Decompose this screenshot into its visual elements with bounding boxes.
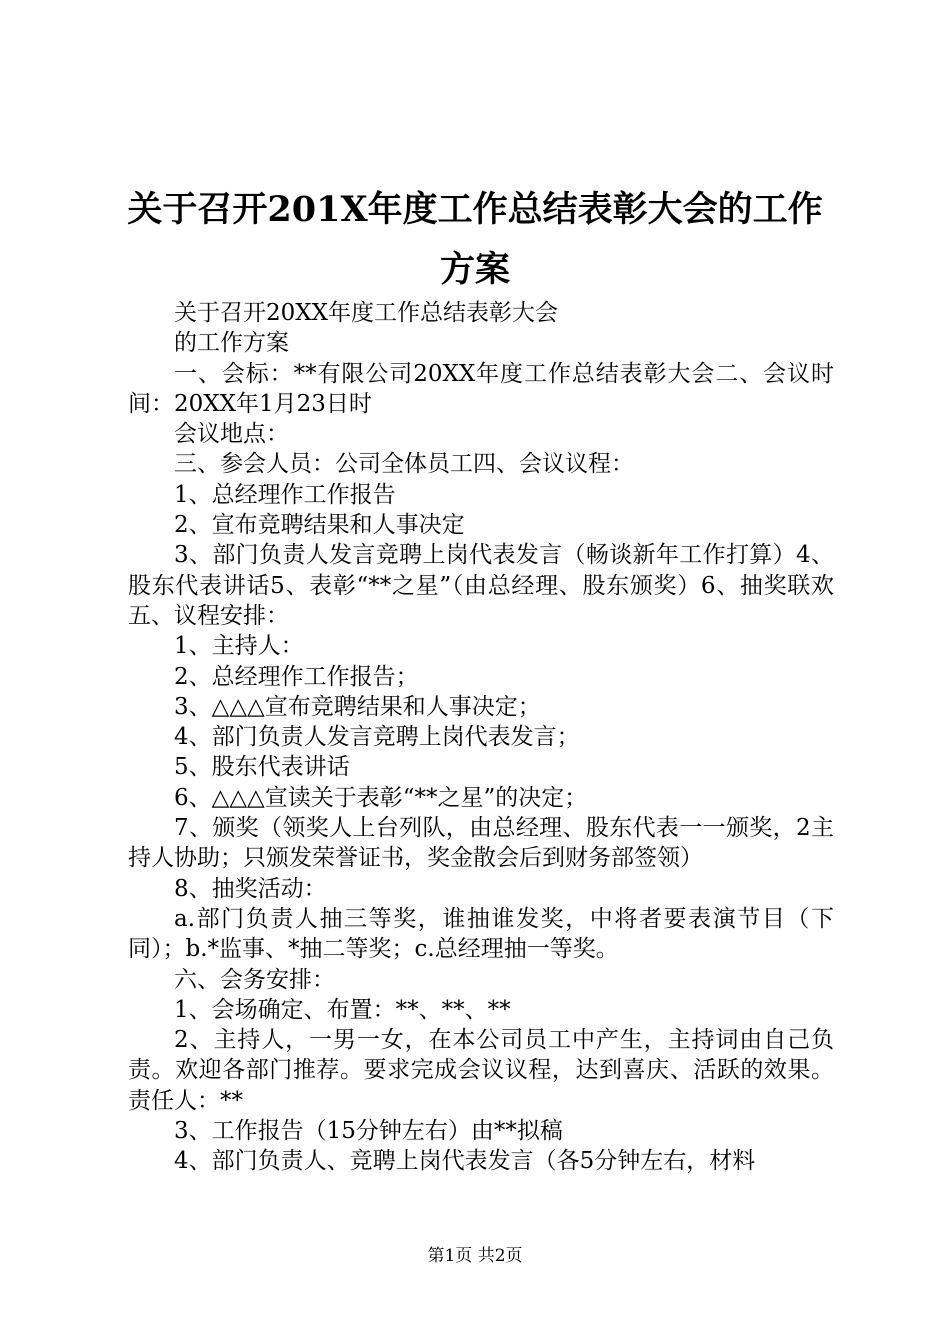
paragraph: a.部门负责人抽三等奖，谁抽谁发奖，中将者要表演节目（下同）；b.*监事、*抽二等奖；c.总经理抽一等奖。 <box>128 905 834 963</box>
paragraph: 六、会务安排： <box>174 966 335 993</box>
paragraph: 的工作方案 <box>174 330 289 357</box>
paragraph: 6、△△△宣读关于表彰“**之星”的决定； <box>174 784 588 811</box>
paragraph: 一、会标：**有限公司20XX年度工作总结表彰大会二、会议时间：20XX年1月23日时 <box>128 360 834 417</box>
paragraph: 3、部门负责人发言竞聘上岗代表发言（畅谈新年工作打算）4、股东代表讲话5、表彰“**之星”（由总经理、股东颁奖）6、抽奖联欢五、议程安排： <box>128 542 834 629</box>
page-footer: 第1页 共2页 <box>427 1246 523 1266</box>
paragraph: 7、颁奖（领奖人上台列队，由总经理、股东代表一一颁奖，2主持人协助；只颁发荣誉证书，奖金散会后到财务部签领） <box>128 815 834 872</box>
paragraph: 1、总经理作工作报告 <box>174 481 396 508</box>
paragraph: 1、主持人： <box>174 633 304 660</box>
paragraph: 会议地点： <box>174 421 289 448</box>
paragraph: 3、工作报告（15分钟左右）由**拟稿 <box>174 1118 563 1145</box>
paragraph: 2、主持人，一男一女，在本公司员工中产生，主持词由自己负责。欢迎各部门推荐。要求完成会议议程，达到喜庆、活跃的效果。责任人：** <box>128 1027 834 1114</box>
paragraph: 8、抽奖活动： <box>174 875 327 902</box>
paragraph: 三、参会人员：公司全体员工四、会议议程： <box>174 451 634 478</box>
paragraph: 1、会场确定、布置：**、**、** <box>174 996 511 1023</box>
document-body <box>128 298 834 1177</box>
document-title-line-2: 方案 <box>439 249 510 290</box>
paragraph: 4、部门负责人发言竞聘上岗代表发言； <box>174 724 580 751</box>
paragraph: 4、部门负责人、竞聘上岗代表发言（各5分钟左右，材料 <box>174 1148 756 1175</box>
paragraph: 关于召开20XX年度工作总结表彰大会 <box>174 300 559 326</box>
document-title-line-1: 关于召开201X年度工作总结表彰大会的工作 <box>127 189 823 230</box>
paragraph: 2、总经理作工作报告； <box>174 663 419 690</box>
paragraph: 2、宣布竞聘结果和人事决定 <box>174 512 465 539</box>
paragraph: 3、△△△宣布竞聘结果和人事决定； <box>174 693 541 720</box>
paragraph: 5、股东代表讲话 <box>174 754 350 781</box>
